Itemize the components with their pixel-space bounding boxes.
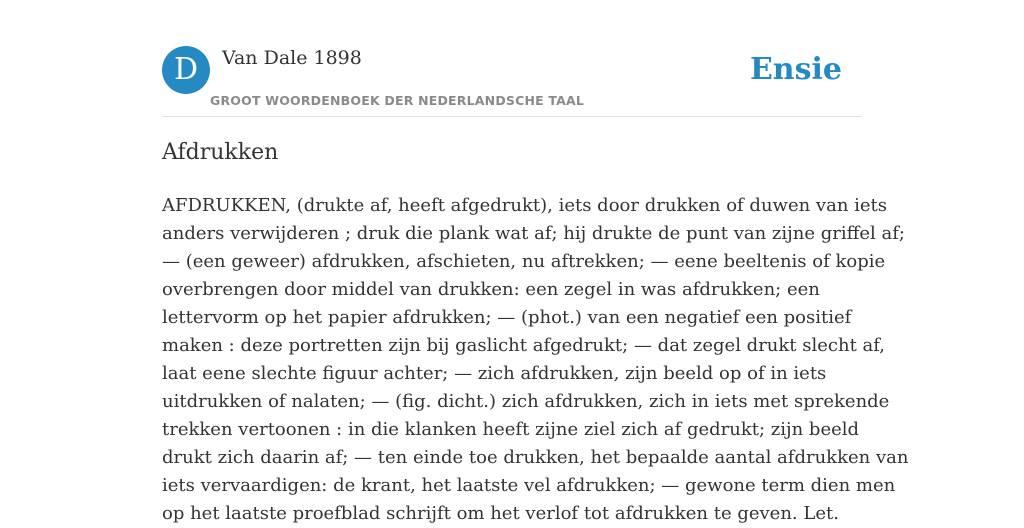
definition-line: — (een geweer) afdrukken, afschieten, nu aftrekken; — eene beeltenis of kopie — [162, 251, 886, 272]
definition-line: overbrengen door middel van drukken: een zegel in was afdrukken; een — [162, 279, 820, 300]
definition-line: anders verwijderen ; druk die plank wat af; hij drukte de punt van zijne griffel af; — [162, 223, 905, 244]
brand-logo[interactable]: Ensie — [749, 52, 842, 87]
source-title[interactable]: Van Dale 1898 — [222, 47, 362, 69]
source-subtitle: GROOT WOORDENBOEK DER NEDERLANDSCHE TAAL — [210, 93, 585, 108]
definition-line: maken : deze portretten zijn bij gaslicht afgedrukt; — dat zegel drukt slecht af, — [162, 335, 885, 356]
definition-line: op het laatste proefblad schrijft om het verlof tot afdrukken te geven. Let. — [162, 503, 839, 524]
definition-line: uitdrukken of nalaten; — (fig. dicht.) zich afdrukken, zich in iets met sprekende — [162, 391, 890, 412]
entry-title: Afdrukken — [162, 140, 279, 165]
definition-line: lettervorm op het papier afdrukken; — (phot.) van een negatief een positief — [162, 307, 852, 328]
definition-line: laat eene slechte figuur achter; — zich afdrukken, zijn beeld op of in iets — [162, 363, 827, 384]
definition-line: trekken vertoonen : in die klanken heeft zijne ziel zich af gedrukt; zijn beeld — [162, 419, 860, 440]
definition-line: drukt zich daarin af; — ten einde toe drukken, het bepaalde aantal afdrukken van — [162, 447, 909, 468]
source-header — [162, 46, 862, 117]
entry-definition — [162, 192, 909, 528]
source-avatar[interactable]: D — [162, 46, 210, 94]
definition-line: iets vervaardigen: de krant, het laatste vel afdrukken; — gewone term dien men — [162, 475, 896, 496]
definition-line: AFDRUKKEN, (drukte af, heeft afgedrukt), iets door drukken of duwen van iets — [162, 195, 888, 216]
